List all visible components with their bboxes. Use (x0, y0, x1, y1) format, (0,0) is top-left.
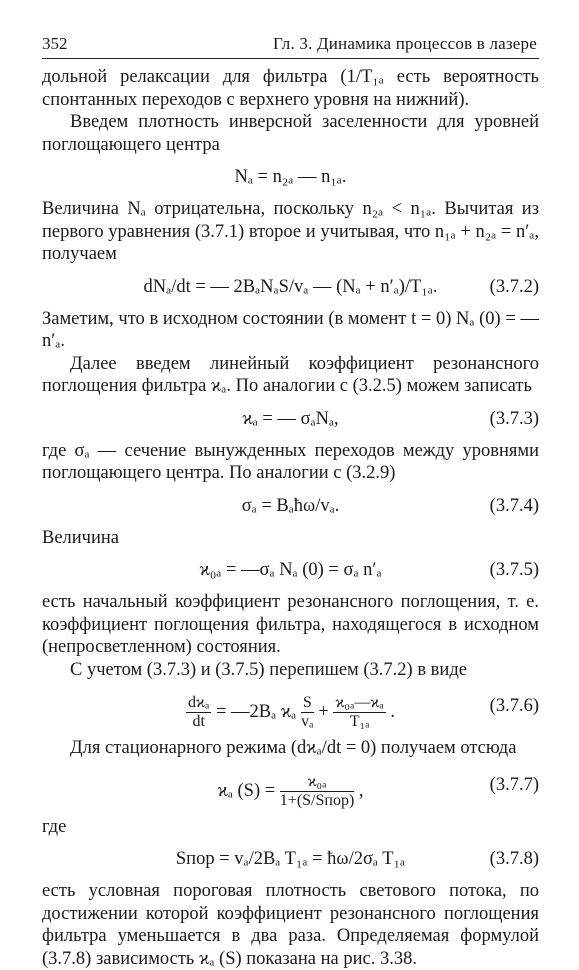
paragraph: дольной релаксации для фильтра (1/T₁ₐ есть вероятность спонтанных переходов с верхнего уровня на нижний). (42, 67, 539, 110)
fraction-denominator: T₁ₐ (349, 713, 370, 730)
fraction-numerator: ϰ₀ₐ—ϰₐ (335, 694, 384, 711)
fraction (280, 774, 354, 809)
equation-formula: Sпор = vₐ/2Bₐ T₁ₐ = ħω/2σₐ T₁ₐ (175, 849, 406, 869)
equation-formula: Nₐ = n₂ₐ — n₁ₐ. (234, 167, 347, 187)
formula-part: + (318, 701, 329, 722)
formula-part: = —2Bₐ ϰₐ (215, 701, 297, 722)
equation-number: (3.7.7) (489, 774, 539, 795)
paragraph: Заметим, что в исходном состоянии (в момент t = 0) Nₐ (0) = — n′ₐ. (42, 308, 539, 351)
fraction-numerator: ϰ₀ₐ (280, 774, 354, 792)
equation (42, 687, 539, 731)
page-body (42, 66, 539, 970)
equation-formula: ϰₐ = — σₐNₐ, (242, 408, 339, 429)
paragraph: Далее введем линейный коэффициент резонансного поглощения фильтра ϰₐ. По аналогии с (3.2.5) можем записать (42, 353, 539, 396)
equation (42, 555, 539, 585)
formula-part: ϰₐ (S) = (217, 780, 276, 801)
equation-number: (3.7.8) (489, 849, 539, 869)
equation (42, 404, 539, 434)
fraction-denominator: 1+(S/Sпор) (279, 791, 355, 809)
equation-number: (3.7.2) (489, 276, 539, 297)
paragraph: есть начальный коэффициент резонансного поглощения, т. е. коэффициент поглощения фильтра, находящегося в исходном (непросветленном) состояния. (42, 592, 539, 657)
header-rule (42, 58, 539, 59)
equation-formula: ϰ₀ₐ = —σₐ Nₐ (0) = σₐ n′ₐ (199, 560, 382, 580)
equation-number: (3.7.3) (489, 408, 539, 429)
paragraph: Для стационарного режима (dϰₐ/dt = 0) получаем отсюда (70, 738, 517, 758)
paragraph: Величина Nₐ отрицательна, поскольку n₂ₐ < n₁ₐ. Вычитая из первого уравнения (3.7.1) второе и учитывая, что n₁ₐ + n₂ₐ = n′ₐ, получаем (42, 199, 539, 264)
equation (42, 272, 539, 302)
equation-number: (3.7.4) (489, 495, 539, 516)
page-header (42, 34, 537, 58)
page-number: 352 (42, 34, 68, 53)
formula-part: . (390, 701, 395, 722)
paragraph: есть условная пороговая плотность светового потока, по достижении которой коэффициент резонансного поглощения фильтра уменьшается в два раза. Определяемая формулой (3.7.8) зависимость ϰₐ (S) показана на рис. 3.38. (42, 881, 539, 969)
fraction (186, 695, 211, 730)
equation-formula (42, 774, 539, 809)
fraction (333, 695, 385, 730)
paragraph: Введем плотность инверсной заселенности для уровней поглощающего центра (42, 112, 539, 155)
fraction-denominator: vₐ (301, 713, 314, 730)
equation (42, 491, 539, 521)
formula-part: , (358, 780, 364, 801)
fraction (301, 695, 314, 730)
equation-formula (42, 695, 539, 730)
running-title: Гл. 3. Динамика процессов в лазере (273, 34, 537, 53)
fraction-numerator: S (302, 694, 312, 711)
equation-formula: dNₐ/dt = — 2BₐNₐS/vₐ — (Nₐ + n′ₐ)/T₁ₐ. (143, 276, 438, 297)
fraction-denominator: dt (192, 713, 205, 730)
equation (42, 766, 539, 810)
equation-number: (3.7.6) (489, 696, 539, 716)
paragraph: где (42, 816, 67, 837)
equation-formula: σₐ = Bₐħω/vₐ. (241, 495, 340, 516)
fraction-numerator: dϰₐ (188, 694, 210, 711)
paragraph: С учетом (3.7.3) и (3.7.5) перепишем (3.7.2) в виде (70, 659, 467, 680)
paragraph: где σₐ — сечение вынужденных переходов между уровнями поглощающего центра. По аналогии с (3.2.9) (42, 440, 539, 483)
equation (42, 844, 539, 874)
equation-number: (3.7.5) (489, 560, 539, 580)
equation (42, 162, 539, 192)
paragraph: Величина (42, 527, 119, 548)
